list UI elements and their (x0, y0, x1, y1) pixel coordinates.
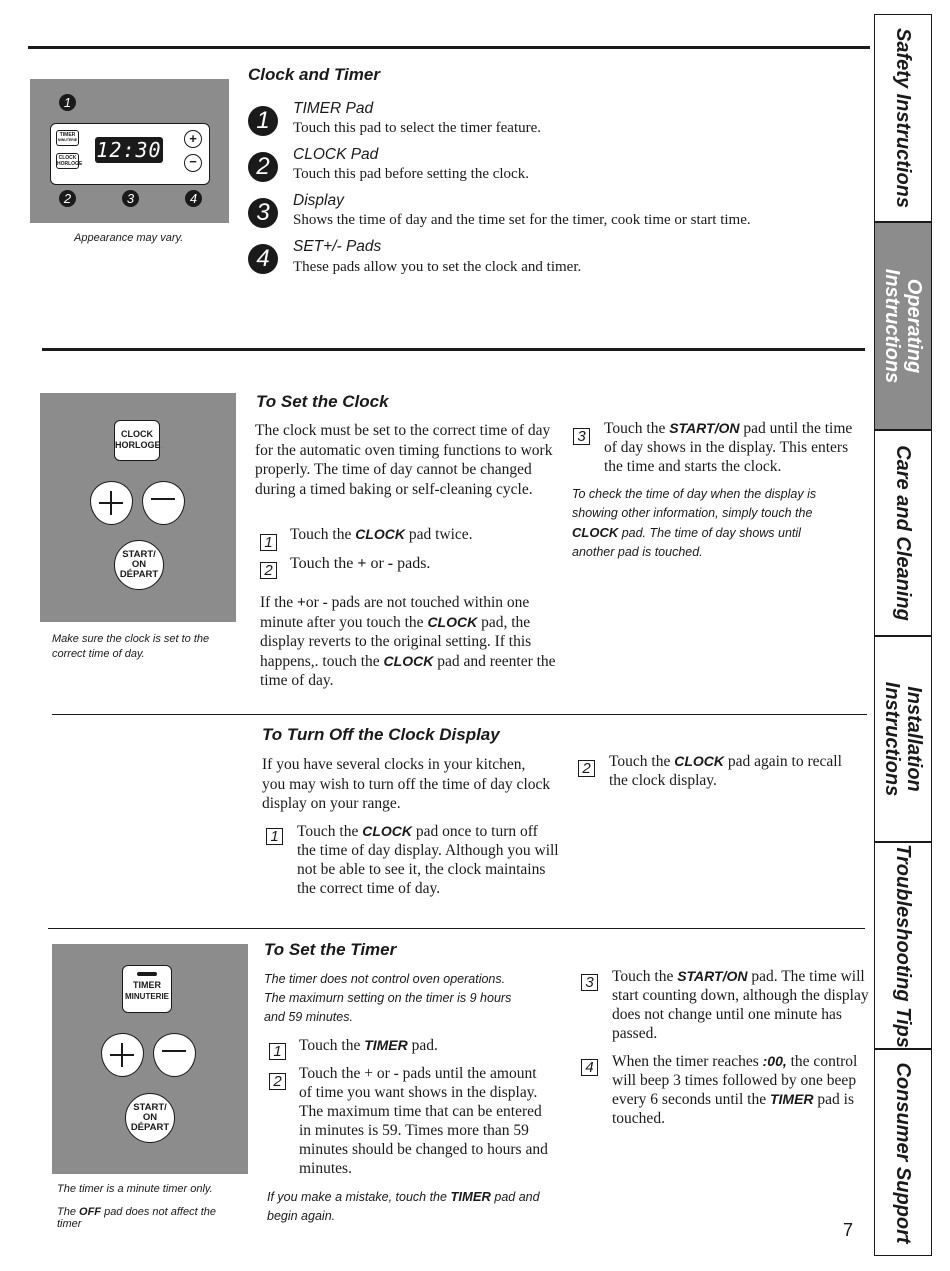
text: Touch the (290, 526, 356, 543)
clock-pad-label: CLOCK (58, 155, 77, 161)
step-1-text (297, 822, 559, 898)
timer-pad-sublabel: MINUTERIE (125, 992, 169, 1001)
text: pad, the display reverts to the original setting. If this happens,. touch the (260, 613, 532, 670)
text: pad is touched. (612, 1091, 855, 1127)
callout-2: 2 (59, 190, 76, 207)
keyword: OFF (79, 1206, 102, 1218)
minus-pad[interactable] (153, 1033, 196, 1077)
step-2-text: Touch the + or - pads until the amount of time you want shows in the display. The maximum time that can be entered in minutes is 59. Times more than 59 minutes should be changed to hours and minutes. (299, 1065, 548, 1177)
tab-installation-instructions[interactable] (874, 636, 932, 842)
keyword: CLOCK (427, 613, 478, 630)
plus-icon-vertical (121, 1043, 123, 1067)
keyword: CLOCK (383, 652, 434, 669)
step-1-text (290, 525, 555, 544)
section-heading: To Set the Timer (264, 940, 397, 959)
tab-consumer-support[interactable] (874, 1049, 932, 1256)
keyword: CLOCK (572, 525, 619, 540)
start-on-pad[interactable] (125, 1093, 175, 1143)
step-number-1: 1 (266, 828, 283, 845)
step-number-3: 3 (581, 974, 598, 991)
start-pad-label-fr: DÉPART (130, 1122, 170, 1133)
step-number-4: 4 (581, 1059, 598, 1076)
step-1-text (299, 1036, 549, 1055)
clock-pad-sublabel: HORLOGE (115, 440, 161, 450)
minus-symbol: - (387, 555, 394, 572)
text: Touch the (609, 753, 675, 770)
step-number-2: 2 (578, 760, 595, 777)
item-number-1: 1 (248, 106, 278, 136)
text: pad. The time will start counting down, although the display does not change until one minute has passed. (612, 968, 869, 1042)
keyword: CLOCK (355, 526, 405, 542)
timer-pad-label: TIMER (59, 132, 76, 138)
divider (28, 46, 870, 49)
text: Touch the (297, 823, 363, 840)
tab-operating-instructions[interactable] (874, 222, 932, 430)
text: pad. (407, 1037, 438, 1054)
item-title: CLOCK Pad (293, 146, 379, 163)
step-number-1: 1 (260, 534, 277, 551)
item-description: These pads allow you to set the clock and timer. (293, 259, 582, 275)
step-number-2: 2 (260, 562, 277, 579)
text: The (57, 1206, 80, 1218)
tab-label: Installation Instructions (881, 681, 925, 797)
text: Touch the (612, 968, 678, 985)
minus-icon (151, 498, 175, 500)
text: the control will beep 3 times followed by one beep every 6 seconds until the (612, 1053, 858, 1108)
display-screen (95, 137, 163, 163)
start-on-pad[interactable] (114, 540, 164, 590)
item-title: TIMER Pad (293, 100, 374, 117)
step-3-text (604, 419, 862, 476)
plus-pad[interactable]: + (184, 130, 202, 148)
section-heading: To Set the Clock (256, 392, 389, 411)
text: To check the time of day when the display is showing other information, simply touch the (572, 487, 817, 520)
minus-icon (162, 1050, 186, 1052)
text: pad. The time of day shows until another pad is touched. (572, 526, 801, 559)
item-title: Display (293, 192, 344, 209)
step-number-3: 3 (573, 428, 590, 445)
text: Touch the (290, 555, 358, 572)
page-number: 7 (843, 1220, 854, 1240)
item-title: SET+/- Pads (293, 238, 382, 255)
timer-pad[interactable] (122, 965, 172, 1013)
text: or (366, 555, 388, 572)
keyword: TIMER (450, 1189, 491, 1204)
start-pad-label-fr: DÉPART (119, 569, 159, 580)
start-pad-label: START/ (122, 549, 156, 560)
keyword: START/ON (677, 968, 748, 984)
illustration-caption: Appearance may vary. (74, 232, 184, 244)
text: pad and reenter the time of day. (260, 652, 556, 689)
text: pad once to turn off the time of day display. Although you will not be able to see it, the clock maintains the correct time of day. (297, 823, 559, 897)
minus-pad[interactable] (142, 481, 185, 525)
timer-pad-label: TIMER (133, 980, 161, 990)
keyword: :00, (762, 1053, 787, 1069)
intro-text: If you have several clocks in your kitchen, you may wish to turn off the time of day clock display on your range. (262, 756, 551, 812)
timeout-paragraph (260, 593, 558, 691)
illustration-caption: The timer is a minute timer only. (57, 1183, 213, 1195)
step-number-2: 2 (269, 1073, 286, 1090)
item-number-3: 3 (248, 198, 278, 228)
step-number-1: 1 (269, 1043, 286, 1060)
keyword: TIMER (364, 1037, 408, 1053)
text: If the (260, 594, 298, 611)
section-heading: Clock and Timer (248, 65, 380, 84)
text: When the timer reaches (612, 1053, 763, 1070)
indicator-light (137, 972, 157, 976)
clock-pad-label: CLOCK (121, 429, 153, 439)
item-number-2: 2 (248, 152, 278, 182)
divider (42, 348, 865, 351)
tab-safety-instructions[interactable] (874, 14, 932, 222)
illustration-caption: Make sure the clock is set to the correct time of day. (52, 633, 210, 660)
clock-pad-illustration (40, 393, 236, 622)
step-4-text (612, 1052, 870, 1128)
callout-1: 1 (59, 94, 76, 111)
start-pad-label-on: ON (131, 559, 147, 570)
plus-pad[interactable] (101, 1033, 144, 1077)
keyword: START/ON (669, 420, 740, 436)
mistake-note (267, 1187, 557, 1226)
section-heading: To Turn Off the Clock Display (262, 725, 500, 744)
clock-pad[interactable] (114, 420, 160, 461)
plus-icon-vertical (110, 491, 112, 515)
text: pad twice. (404, 526, 473, 543)
text: pad does not affect the timer (57, 1206, 216, 1230)
tab-label: Consumer Support (892, 1061, 914, 1244)
plus-symbol: + (297, 594, 306, 611)
keyword: CLOCK (362, 823, 412, 839)
text: pad again to recall the clock display. (609, 753, 842, 789)
text: pad and begin again. (267, 1190, 540, 1223)
off-pad-caption (57, 1206, 237, 1230)
clock-pad[interactable] (56, 153, 83, 169)
keyword: TIMER (769, 1091, 814, 1107)
item-description: Touch this pad to select the timer feature. (293, 120, 542, 136)
tab-label: Care and Cleaning (892, 445, 914, 621)
step-2-text (290, 554, 555, 573)
item-number-4: 4 (248, 244, 278, 274)
divider (48, 928, 865, 929)
check-time-note (572, 485, 832, 562)
divider (52, 714, 867, 715)
start-pad-label: START/ (133, 1102, 167, 1113)
tab-label: Safety Instructions (892, 27, 914, 209)
callout-3: 3 (122, 190, 139, 207)
text: Touch the (604, 420, 670, 437)
text: pad until the time of day shows in the display. This enters the time and starts the clock. (604, 420, 853, 475)
control-panel (50, 123, 210, 185)
tab-label: Operating Instructions (881, 268, 925, 384)
plus-symbol: + (357, 555, 367, 572)
tab-care-and-cleaning[interactable] (874, 430, 932, 636)
callout-4: 4 (185, 190, 202, 207)
text: Touch the (299, 1037, 365, 1054)
keyword: CLOCK (674, 753, 724, 769)
tab-troubleshooting-tips[interactable] (874, 842, 932, 1049)
step-3-text (612, 967, 870, 1043)
start-pad-label-on: ON (142, 1112, 158, 1123)
timer-pad[interactable] (56, 130, 79, 146)
item-description: Touch this pad before setting the clock. (293, 166, 529, 182)
clock-pad-sublabel: HORLOGE (57, 161, 83, 167)
display-time: 12:30 (96, 138, 162, 162)
timer-note: The timer does not control oven operations. The maximurn setting on the timer is 9 hours and 59 minutes. (264, 972, 512, 1024)
plus-pad[interactable] (90, 481, 133, 525)
item-description: Shows the time of day and the time set for the timer, cook time or start time. (293, 212, 751, 228)
text: If you make a mistake, touch the (267, 1190, 451, 1204)
text: or - pads are not touched within one minute after you touch the (260, 594, 530, 631)
timer-pad-sublabel: MINUTERIE (57, 138, 78, 142)
control-illustration (30, 79, 229, 223)
step-2-text (609, 752, 861, 790)
text: pads. (393, 555, 431, 572)
tab-label: Troubleshooting Tips (892, 843, 914, 1048)
minus-pad[interactable]: − (184, 154, 202, 172)
intro-text: The clock must be set to the correct time of day for the automatic oven timing functions to work properly. The time of day cannot be changed during a timed baking or self-cleaning cycle. (255, 422, 553, 498)
timer-pad-illustration (52, 944, 248, 1174)
